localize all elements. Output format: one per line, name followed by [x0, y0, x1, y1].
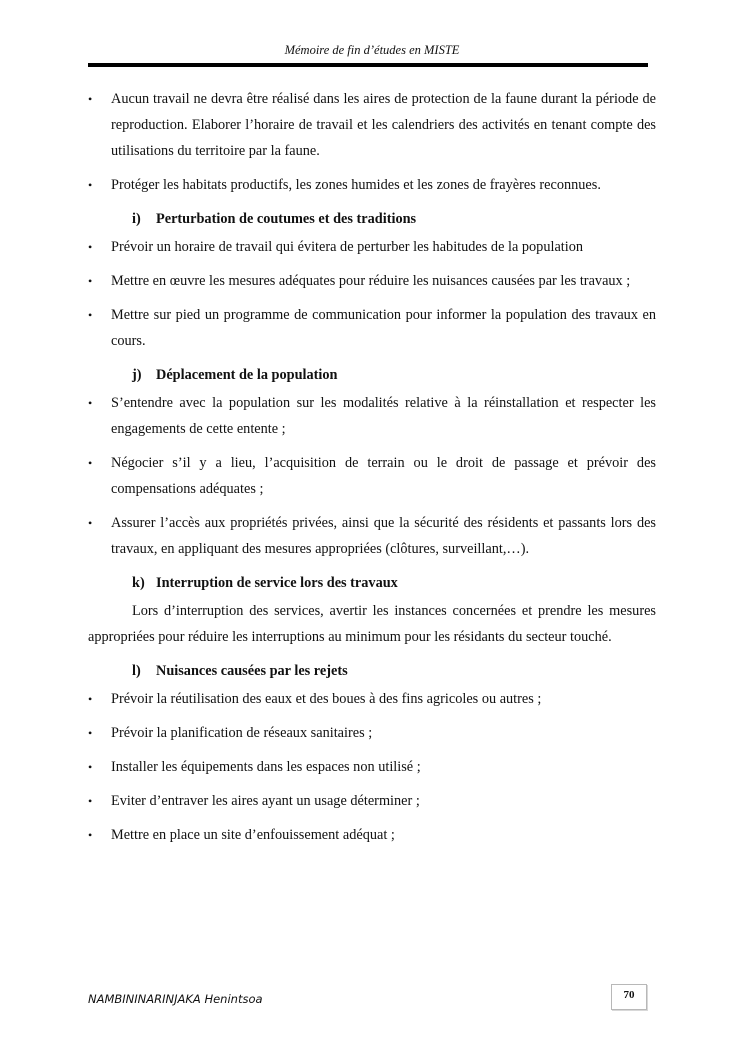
bullet-icon: • [88, 396, 93, 410]
section-heading-k: k) Interruption de service lors des travaux [132, 575, 398, 591]
header-rule [88, 63, 648, 67]
bullet-item: • Mettre en œuvre les mesures adéquates pour réduire les nuisances causées par les travaux ; [88, 268, 656, 294]
bullet-item: • Mettre sur pied un programme de communication pour informer la population des travaux en cours. [88, 302, 656, 354]
bullet-icon: • [88, 794, 93, 808]
document-body [88, 84, 656, 848]
bullet-icon: • [88, 516, 93, 530]
bullet-icon: • [88, 692, 93, 706]
bullet-item: • Installer les équipements dans les espaces non utilisé ; [88, 754, 656, 780]
paragraph: Lors d’interruption des services, avertir les instances concernées et prendre les mesures appropriées pour réduire les interruptions au minimum pour les résidants du secteur touché. [88, 603, 656, 645]
bullet-icon: • [88, 726, 93, 740]
bullet-item: • Prévoir un horaire de travail qui évitera de perturber les habitudes de la population [88, 234, 656, 260]
page-number: 70 [611, 984, 647, 1010]
bullet-item: • Aucun travail ne devra être réalisé dans les aires de protection de la faune durant la période de reproduction. Elaborer l’horaire de travail et les calendriers des activités en tenant compte des utilisations du territoire par la faune. [88, 86, 656, 164]
bullet-item: • Prévoir la planification de réseaux sanitaires ; [88, 720, 656, 746]
section-heading-j: j) Déplacement de la population [132, 367, 338, 383]
section-heading-i: i) Perturbation de coutumes et des traditions [132, 211, 417, 227]
bullet-icon: • [88, 308, 93, 322]
bullet-icon: • [88, 92, 93, 106]
section-heading-l: l) Nuisances causées par les rejets [132, 663, 348, 679]
bullet-item: • Mettre en place un site d’enfouissement adéquat ; [88, 822, 656, 848]
header-title: Mémoire de fin d’études en MISTE [284, 43, 460, 57]
bullet-item: • Protéger les habitats productifs, les zones humides et les zones de frayères reconnues. [88, 172, 656, 198]
bullet-icon: • [88, 828, 93, 842]
footer-author: NAMBININARINJAKA Henintsoa [88, 992, 263, 1006]
bullet-item: • S’entendre avec la population sur les modalités relative à la réinstallation et respecter les engagements de cette entente ; [88, 390, 656, 442]
bullet-icon: • [88, 240, 93, 254]
bullet-icon: • [88, 274, 93, 288]
bullet-item: • Prévoir la réutilisation des eaux et des boues à des fins agricoles ou autres ; [88, 686, 656, 712]
bullet-item: • Assurer l’accès aux propriétés privées, ainsi que la sécurité des résidents et passants lors des travaux, en appliquant des mesures appropriées (clôtures, surveillant,…). [88, 510, 656, 562]
bullet-item: • Négocier s’il y a lieu, l’acquisition de terrain ou le droit de passage et prévoir des compensations adéquates ; [88, 450, 656, 502]
bullet-icon: • [88, 456, 93, 470]
bullet-icon: • [88, 760, 93, 774]
bullet-item: • Eviter d’entraver les aires ayant un usage déterminer ; [88, 788, 656, 814]
bullet-icon: • [88, 178, 93, 192]
